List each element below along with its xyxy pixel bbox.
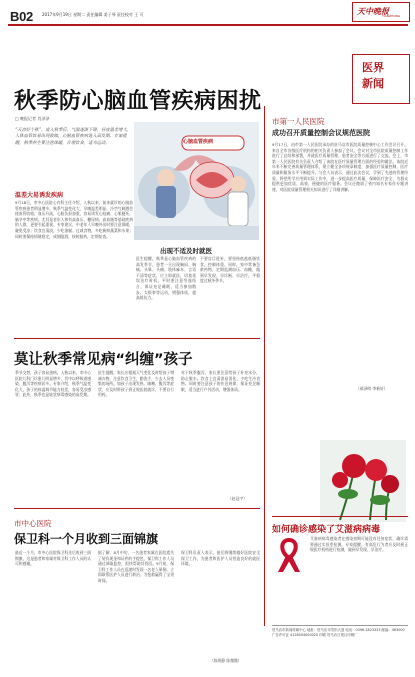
mid-article-body-1: 季节交替，孩子容易患病。入秋以来，市中心医院儿科门诊患儿明显增多，其中以呼吸道感染、腹泻等疾病居多。专家介绍，秋季气温变化大，孩子的体温调节能力较差，容易受凉感冒；此外，秋季也是轮状病毒感染的高发期。 xyxy=(15,370,91,398)
low-article-author: （陈明静 陈微微） xyxy=(210,658,242,663)
rose-photo xyxy=(320,440,406,522)
section-label-line-1: 医界 xyxy=(362,61,384,74)
red-ribbon-icon xyxy=(272,536,306,574)
aids-article-body: 艾滋病病毒感染者在感染初期可能没有任何症状，确诊需要通过实验室检测。专家提醒，有高危行为者应及时到正规医疗机构进行检测，做到早发现、早治疗。 xyxy=(310,536,408,553)
column-divider xyxy=(264,106,265,626)
aids-article-title: 如何确诊感染了艾滋病病毒 xyxy=(272,525,381,535)
low-article-kicker: 市中心医院 xyxy=(14,519,52,528)
section-label xyxy=(362,60,384,92)
main-article-byline: □ 晚报记者 肖泽泽 xyxy=(15,116,50,121)
footer-info: 驻马店市新闻传媒中心 地址：驻马店市雪松大道 电话：0396-2823333 邮编：463000 广告许可证 4128004000020 印刷 驻马店日报社印刷厂 xyxy=(272,628,405,637)
low-article-title: 保卫科一个月收到三面锦旗 xyxy=(14,532,159,546)
section-divider-2 xyxy=(14,508,260,509)
right-article-body: 9月17日，由市第一人民医院承办的驻马店市医院质量控制中心工作会议召开。来自全市各级医疗机构的相关负责人参加了会议。会议对全市医院质量控制工作进行了总结和部署，并就医疗质量管理、患者安全等方面进行了交流。会上，市第一人民医院有关负责人介绍了该院在医疗质量管理方面的经验和做法。该院近年来不断完善质量管理体系，建立健全各项规章制度，加强医疗质量控制，医疗质量和服务水平不断提升。与会人员表示，通过此次会议，学到了先进的管理经验，将把所学应用到实际工作中，进一步提高医疗质量，保障医疗安全，为群众提供更加优质、高效、便捷的医疗服务。会议还邀请了省内知名专家作专题讲座，对医院质量管理相关知识进行了详细讲解。 xyxy=(272,142,408,192)
section-divider-3 xyxy=(272,516,408,517)
main-article-body-2: 医生提醒，秋季是心脑血管疾病的高发季节，患者一旦出现胸闷、胸痛、头晕、头痛、肢体麻木、言语不清等症状，应立即就医，切莫延误治疗时机。平时要注意劳逸结合，保证充足睡眠，适当参加散步、太极拳等运动，增强体质，提高抵抗力。 xyxy=(136,256,196,301)
main-article-subhead-2: 出现不适及时就医 xyxy=(160,247,212,255)
section-divider-1 xyxy=(14,338,260,339)
footer-rule xyxy=(272,625,408,626)
mid-article-body-3: 对于秋季腹泻，家长要注意给孩子补充水分，防止脱水。饮食上宜清淡易消化，少吃生冷食物。同时要注意孩子的作息规律，保证充足睡眠，适当进行户外活动，增强体质。 xyxy=(181,370,260,392)
section-label-line-2: 新闻 xyxy=(362,77,384,90)
logo-sub: TIANZHONG xyxy=(382,14,401,18)
main-article-title: 秋季防心脑血管疾病困扰 xyxy=(14,89,262,114)
right-article-kicker: 市第一人民医院 xyxy=(272,117,325,126)
mid-article-body-2: 医生提醒，家长应根据天气变化及时给孩子增减衣物，注意饮食卫生，勤洗手，少去人员密集的场所。如孩子出现发热、咳嗽、腹泻等症状，应及时带孩子到正规医院就诊，不要自行用药。 xyxy=(98,370,174,398)
low-article-body-2: 据了解，8月中旬，一名患者家属在医院遗失了装有现金和证件的手提包，保卫科工作人员通过调取监控，很快帮助其找回。9月初，保卫科工作人员在巡逻时发现一名老人晕倒，立即联系医护人员进行救治，为抢救赢得了宝贵时间。 xyxy=(98,550,174,583)
main-article-subhead: 温差大易诱发疾病 xyxy=(15,192,64,199)
mid-article-author: （赵冠宇） xyxy=(228,496,247,501)
right-article-author: （郝泽明 李新轩） xyxy=(356,386,388,391)
logo-text: 天中晚报 xyxy=(357,6,389,16)
main-article-body-3: 不要盲目进补，要坚持低盐低脂饮食，控制体重。同时，家中常备急救药物，定期监测血压、血糖，做到早发现、早诊断、早治疗，平稳度过秋冬季节。 xyxy=(200,256,260,284)
low-article-body-3: 保卫科负责人表示，他们将继续做好医院安全保卫工作，为患者和医护人员营造良好的就医环境。 xyxy=(181,550,260,567)
page-number: B02 xyxy=(10,9,33,24)
date-line: 2017年9月19日 星期二 责任编辑 姜子琴 责任校对 王 可 xyxy=(42,12,144,17)
header-rule xyxy=(8,24,408,26)
main-article-intro: “天凉好个秋”。进入秋季后，气温逐渐下降，昼夜温差增大，人体血管容易出现收缩，心脑血管疾病进入高发期。专家提醒，秋季养生要注意保暖，合理饮食，适当运动。 xyxy=(15,128,132,146)
low-article-body-1: 最近一个月，市中心医院保卫科先后收到三面锦旗，这是患者和家属对保卫科工作人员的认可和感谢。 xyxy=(15,550,91,567)
main-article-body-1: 9月18日，市中心医院心内科主任介绍，入秋以来，前来就诊的心脑血管疾病患者明显增多。秋季气温变化大，早晚温差明显，冷空气刺激会使血管收缩，血压升高，心脏负担加重，容易诱发心绞痛、心肌梗死、脑卒中等疾病。尤其是老年人和有高血压、糖尿病、高血脂等基础疾病的人群，更要引起重视。专家建议，中老年人早晚外出时要注意保暖，避免受凉；饮食宜清淡，少吃油腻、过咸食物，多吃新鲜蔬菜和水果；同时要保持情绪稳定，戒烟限酒，按时服药，定期复查。 xyxy=(15,200,133,239)
mid-article-title: 莫让秋季常见病“纠缠”孩子 xyxy=(14,352,193,368)
right-article-title: 成功召开质量控制会议规范医院 xyxy=(272,129,370,137)
illustration-banner: 心脑血管疾病 xyxy=(183,139,214,145)
